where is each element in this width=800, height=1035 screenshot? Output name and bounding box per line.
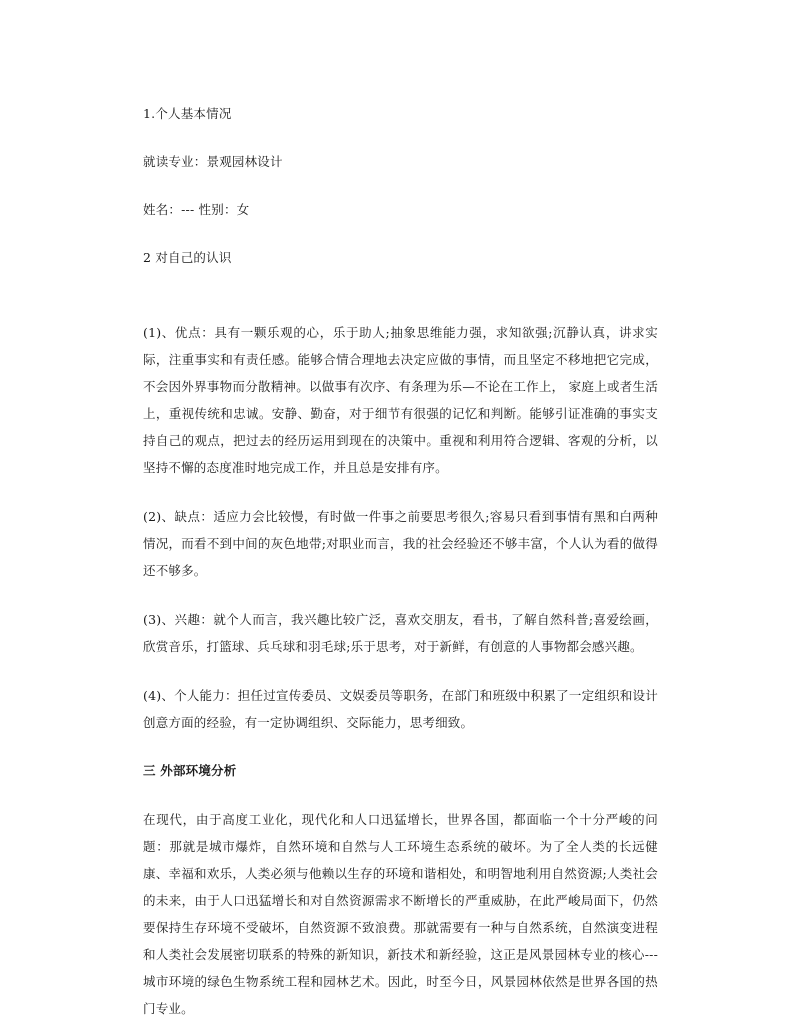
weaknesses-paragraph xyxy=(143,503,658,584)
environment-paragraph xyxy=(143,806,658,1022)
interests-text: (3)、兴趣：就个人而言，我兴趣比较广泛，喜欢交朋友，看书，了解自然科普;喜爱绘画，欣赏音乐，打篮球、兵乓球和羽毛球;乐于思考，对于新鲜，有创意的人事物都会感兴趣。 xyxy=(143,612,658,654)
weaknesses-text: (2)、缺点：适应力会比较慢，有时做一件事之前要思考很久;容易只看到事情有黑和白两种情况，而看不到中间的灰色地带;对职业而言，我的社会经验还不够丰富，个人认为看的做得还不够多。 xyxy=(143,509,658,578)
strengths-text: (1)、优点：具有一颗乐观的心，乐于助人;抽象思维能力强，求知欲强;沉静认真，讲求实际，注重事实和有责任感。能够合情合理地去决定应做的事情，而且坚定不移地把它完成，不会因外界事物而分散精神。以做事有次序、有条理为乐—不论在工作上， 家庭上或者生活上，重视传统和忠诚。安静、勤奋，对于细节有很强的记忆和判断。能够引证准确的事实支持自己的观点，把过去的经历运用到现在的决策中。重视和利用符合逻辑、客观的分析，以坚持不懈的态度准时地完成工作，并且总是安排有序。 xyxy=(143,325,658,475)
section-2-heading: 2 对自己的认识 xyxy=(143,250,232,265)
name-gender-line: 姓名：--- 性别：女 xyxy=(143,202,250,217)
abilities-text: (4)、个人能力：担任过宣传委员、文娱委员等职务，在部门和班级中积累了一定组织和设计创意方面的经验，有一定协调组织、交际能力，思考细致。 xyxy=(143,688,658,730)
section-1-heading: 1.个人基本情况 xyxy=(143,106,232,121)
abilities-paragraph xyxy=(143,682,658,736)
document-page xyxy=(143,100,658,1022)
environment-text: 在现代，由于高度工业化，现代化和人口迅猛增长，世界各国，都面临一个十分严峻的问题：那就是城市爆炸，自然环境和自然与人工环境生态系统的破坏。为了全人类的长远健康、幸福和欢乐，人类必须与他赖以生存的环境和谐相处，和明智地利用自然资源;人类社会的未来，由于人口迅猛增长和对自然资源需求不断增长的严重威胁，在此严峻局面下，仍然要保持生存环境不受破坏，自然资源不致浪费。那就需要有一种与自然系统，自然演变进程和人类社会发展密切联系的特殊的新知识，新技术和新经验，这正是风景园林专业的核心---城市环境的绿色生物系统工程和园林艺术。因此，时至今日，风景园林依然是世界各国的热门专业。 xyxy=(143,812,658,1016)
interests-paragraph xyxy=(143,606,658,660)
major-line: 就读专业：景观园林设计 xyxy=(143,154,283,169)
section-3-heading: 三 外部环境分析 xyxy=(143,763,237,778)
strengths-paragraph xyxy=(143,292,658,481)
